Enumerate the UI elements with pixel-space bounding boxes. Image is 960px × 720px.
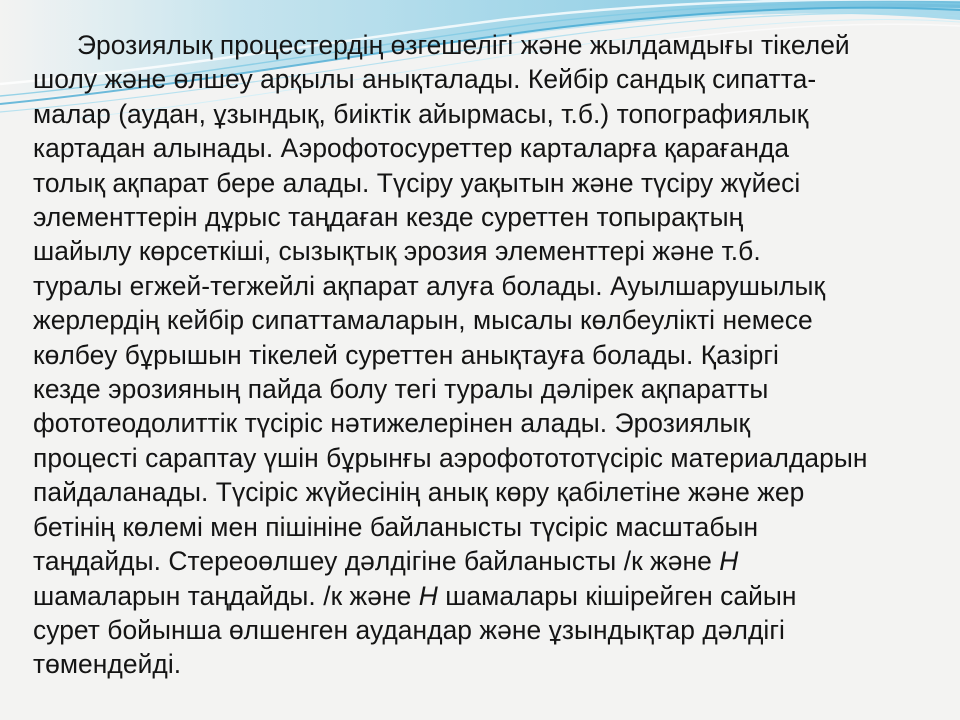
text-line: [33, 303, 933, 337]
text-line-segment: туралы егжей-тегжейлі ақпарат алуға болады. Ауылшарушылық: [33, 270, 826, 301]
text-line: [33, 647, 933, 681]
text-line-segment: бетінің көлемі мен пішініне байланысты түсіріс масштабын: [33, 511, 759, 542]
text-line-segment: фототеодолиттік түсіріс нәтижелерінен алады. Эрозиялық: [33, 408, 751, 439]
text-line: [33, 166, 933, 200]
text-line-segment: процесті сараптау үшін бұрынғы аэрофотототүсіріс материалдарын: [33, 442, 868, 473]
text-line-segment: малар (аудан, ұзындық, биіктік айырмасы, т.б.) топографиялық: [33, 98, 809, 129]
text-line-segment: шамаларын таңдайды. /к және: [33, 580, 419, 611]
text-line: [33, 441, 933, 475]
text-line-segment: шолу және өлшеу арқылы анықталады. Кейбір сандық сипатта-: [33, 64, 817, 95]
text-line-segment: жерлердің кейбір сипаттамаларын, мысалы көлбеулікті немесе: [33, 305, 813, 336]
text-line: [33, 131, 933, 165]
italic-symbol-h: H: [418, 580, 438, 611]
text-line: [33, 269, 933, 303]
text-line-segment: толық ақпарат бере алады. Түсіру уақытын және түсіру жүйесі: [33, 167, 801, 198]
text-line: [33, 406, 933, 440]
text-line-segment: кезде эрозияның пайда болу тегі туралы дәлірек ақпаратты: [33, 374, 769, 405]
text-line: [33, 97, 933, 131]
text-line-segment: картадан алынады. Аэрофотосуреттер карталарға қарағанда: [33, 133, 790, 164]
italic-symbol-h: H: [719, 546, 739, 577]
text-line: [33, 372, 933, 406]
text-line-segment: сурет бойынша өлшенген аудандар және ұзындықтар дәлдігі: [33, 614, 785, 645]
text-line: [33, 544, 933, 578]
text-line: [33, 338, 933, 372]
text-line-segment: шайылу көрсеткіші, сызықтық эрозия элементтері және т.б.: [33, 236, 761, 267]
text-line: [33, 62, 933, 96]
text-line-segment: көлбеу бұрышын тікелей суреттен анықтауға болады. Қазіргі: [33, 339, 779, 370]
text-line-segment: Эрозиялық процестердің өзгешелігі және жылдамдығы тікелей: [77, 30, 850, 60]
text-line-segment: төмендейді.: [33, 649, 182, 680]
text-line-segment: пайдаланады. Түсіріс жүйесінің анық көру қабілетіне және жер: [33, 477, 805, 508]
text-line: [33, 613, 933, 647]
text-line-segment: шамалары кішірейген сайын: [437, 580, 797, 611]
body-text: [33, 28, 933, 682]
text-line: [33, 579, 933, 613]
text-line: [33, 510, 933, 544]
text-line: [33, 475, 933, 509]
text-line: [33, 200, 933, 234]
text-line-segment: элементтерін дұрыс таңдаған кезде суреттен топырақтың: [33, 202, 744, 233]
text-line-segment: таңдайды. Стереоөлшеу дәлдігіне байланысты /к және: [33, 546, 720, 577]
text-line: [33, 234, 933, 268]
text-line: [33, 28, 933, 62]
